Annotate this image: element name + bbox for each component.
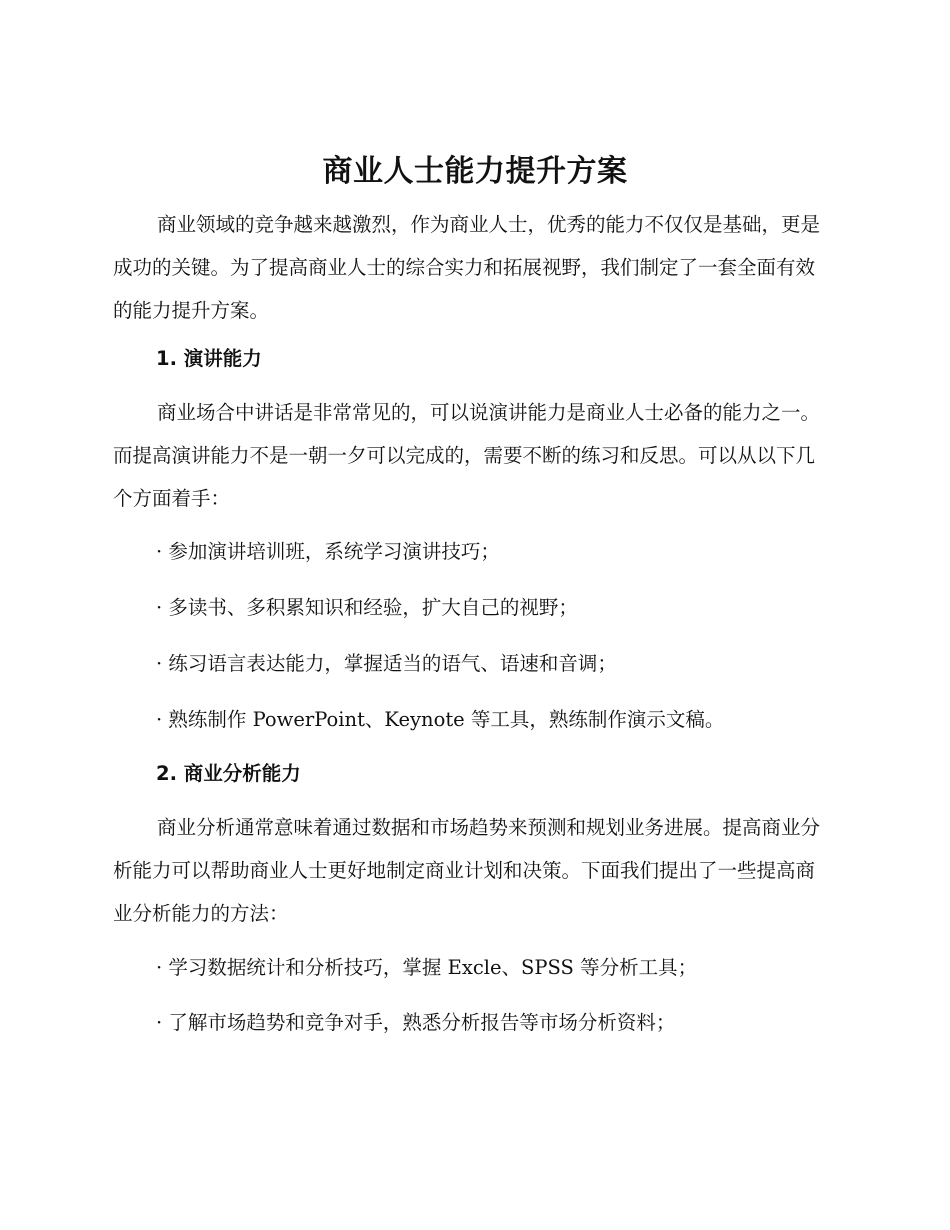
section-paragraph-speech: 商业场合中讲话是非常常见的，可以说演讲能力是商业人士必备的能力之一。而提高演讲能力不是一朝一夕可以完成的，需要不断的练习和反思。可以从以下几个方面着手： [113, 401, 821, 510]
bullet-item: · 熟练制作 PowerPoint、Keynote 等工具，熟练制作演示文稿。 [156, 708, 725, 731]
bullet-item: · 多读书、多积累知识和经验，扩大自己的视野； [156, 596, 578, 619]
section-paragraph-analysis: 商业分析通常意味着通过数据和市场趋势来预测和规划业务进展。提高商业分析能力可以帮助商业人士更好地制定商业计划和决策。下面我们提出了一些提高商业分析能力的方法： [113, 816, 821, 925]
section-heading-speech: 1. 演讲能力 [156, 347, 262, 370]
intro-paragraph: 商业领域的竞争越来越激烈，作为商业人士，优秀的能力不仅仅是基础，更是成功的关键。为了提高商业人士的综合实力和拓展视野，我们制定了一套全面有效的能力提升方案。 [113, 213, 821, 322]
section-heading-analysis: 2. 商业分析能力 [156, 762, 301, 785]
bullet-item: · 学习数据统计和分析技巧，掌握 Excle、SPSS 等分析工具； [156, 956, 698, 979]
bullet-item: · 了解市场趋势和竞争对手，熟悉分析报告等市场分析资料； [156, 1011, 676, 1034]
document-title: 商业人士能力提升方案 [322, 154, 628, 189]
bullet-item: · 练习语言表达能力，掌握适当的语气、语速和音调； [156, 652, 617, 675]
bullet-item: · 参加演讲培训班，系统学习演讲技巧； [156, 540, 500, 563]
